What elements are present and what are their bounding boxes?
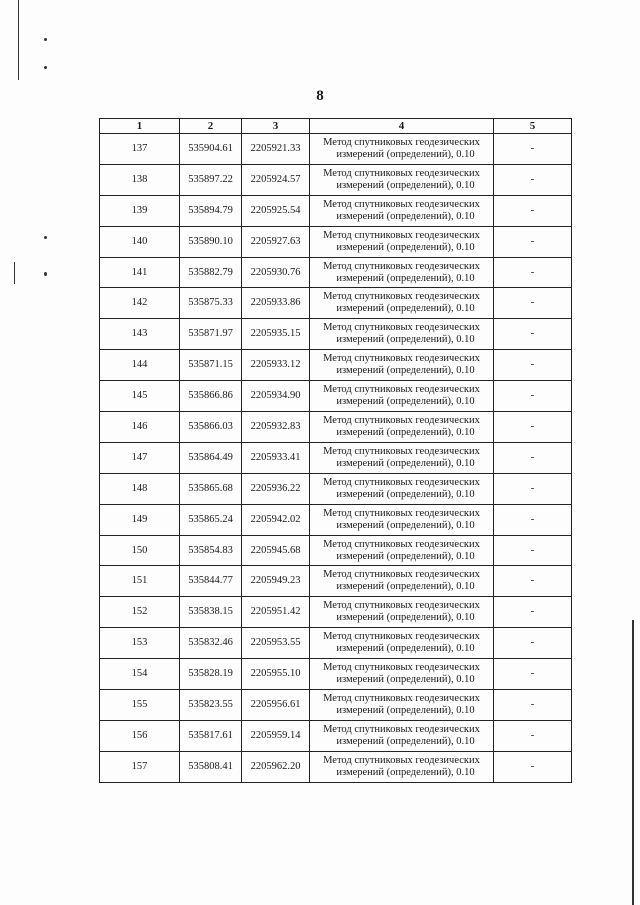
- method-line-2: измерений (определений), 0.10: [336, 334, 475, 346]
- table-row: [100, 288, 572, 319]
- method-line-2: измерений (определений), 0.10: [336, 766, 475, 778]
- scan-edge-line-right: [632, 620, 634, 905]
- method-line-2: измерений (определений), 0.10: [336, 735, 475, 747]
- method-line-1: Метод спутниковых геодезических: [323, 507, 480, 519]
- method-cell: [310, 164, 494, 195]
- y-coordinate-cell: 2205935.15: [242, 319, 310, 350]
- y-coordinate-cell: 2205956.61: [242, 690, 310, 721]
- method-cell: [310, 659, 494, 690]
- column-5-cell: -: [494, 195, 572, 226]
- method-line-1: Метод спутниковых геодезических: [323, 229, 480, 241]
- header-cell: 5: [494, 119, 572, 134]
- table-row: [100, 442, 572, 473]
- table-row: [100, 195, 572, 226]
- column-5-cell: -: [494, 690, 572, 721]
- table-row: [100, 659, 572, 690]
- table-row: [100, 690, 572, 721]
- point-number-cell: 157: [100, 751, 180, 782]
- y-coordinate-cell: 2205933.12: [242, 350, 310, 381]
- method-line-1: Метод спутниковых геодезических: [323, 754, 480, 766]
- x-coordinate-cell: 535844.77: [180, 566, 242, 597]
- method-line-2: измерений (определений), 0.10: [336, 612, 475, 624]
- y-coordinate-cell: 2205949.23: [242, 566, 310, 597]
- x-coordinate-cell: 535865.68: [180, 473, 242, 504]
- column-5-cell: -: [494, 597, 572, 628]
- x-coordinate-cell: 535904.61: [180, 134, 242, 165]
- x-coordinate-cell: 535865.24: [180, 504, 242, 535]
- table-row: [100, 350, 572, 381]
- point-number-cell: 144: [100, 350, 180, 381]
- x-coordinate-cell: 535871.15: [180, 350, 242, 381]
- column-5-cell: -: [494, 134, 572, 165]
- method-line-2: измерений (определений), 0.10: [336, 303, 475, 315]
- y-coordinate-cell: 2205962.20: [242, 751, 310, 782]
- header-cell: 4: [310, 119, 494, 134]
- method-cell: [310, 628, 494, 659]
- table-row: [100, 597, 572, 628]
- column-5-cell: -: [494, 381, 572, 412]
- method-line-2: измерений (определений), 0.10: [336, 179, 475, 191]
- method-line-2: измерений (определений), 0.10: [336, 272, 475, 284]
- method-line-1: Метод спутниковых геодезических: [323, 476, 480, 488]
- method-cell: [310, 195, 494, 226]
- point-number-cell: 153: [100, 628, 180, 659]
- y-coordinate-cell: 2205934.90: [242, 381, 310, 412]
- y-coordinate-cell: 2205959.14: [242, 720, 310, 751]
- column-5-cell: -: [494, 164, 572, 195]
- method-line-1: Метод спутниковых геодезических: [323, 662, 480, 674]
- x-coordinate-cell: 535871.97: [180, 319, 242, 350]
- x-coordinate-cell: 535875.33: [180, 288, 242, 319]
- y-coordinate-cell: 2205945.68: [242, 535, 310, 566]
- table-row: [100, 257, 572, 288]
- x-coordinate-cell: 535866.86: [180, 381, 242, 412]
- method-line-2: измерений (определений), 0.10: [336, 704, 475, 716]
- column-5-cell: -: [494, 659, 572, 690]
- table-header-row: [100, 119, 572, 134]
- method-line-1: Метод спутниковых геодезических: [323, 291, 480, 303]
- method-line-1: Метод спутниковых геодезических: [323, 136, 480, 148]
- method-line-2: измерений (определений), 0.10: [336, 457, 475, 469]
- method-line-2: измерений (определений), 0.10: [336, 519, 475, 531]
- method-cell: [310, 319, 494, 350]
- method-line-2: измерений (определений), 0.10: [336, 550, 475, 562]
- method-line-2: измерений (определений), 0.10: [336, 488, 475, 500]
- method-line-1: Метод спутниковых геодезических: [323, 723, 480, 735]
- method-line-1: Метод спутниковых геодезических: [323, 445, 480, 457]
- scan-dot: [44, 38, 47, 41]
- method-line-1: Метод спутниковых геодезических: [323, 384, 480, 396]
- column-5-cell: -: [494, 504, 572, 535]
- header-cell: 1: [100, 119, 180, 134]
- column-5-cell: -: [494, 350, 572, 381]
- method-cell: [310, 751, 494, 782]
- method-line-2: измерений (определений), 0.10: [336, 643, 475, 655]
- column-5-cell: -: [494, 751, 572, 782]
- point-number-cell: 156: [100, 720, 180, 751]
- table-row: [100, 720, 572, 751]
- x-coordinate-cell: 535864.49: [180, 442, 242, 473]
- x-coordinate-cell: 535808.41: [180, 751, 242, 782]
- method-cell: [310, 381, 494, 412]
- x-coordinate-cell: 535890.10: [180, 226, 242, 257]
- y-coordinate-cell: 2205955.10: [242, 659, 310, 690]
- y-coordinate-cell: 2205936.22: [242, 473, 310, 504]
- scan-edge-line-left: [14, 262, 15, 284]
- x-coordinate-cell: 535832.46: [180, 628, 242, 659]
- point-number-cell: 146: [100, 412, 180, 443]
- method-cell: [310, 473, 494, 504]
- point-number-cell: 140: [100, 226, 180, 257]
- table-row: [100, 319, 572, 350]
- point-number-cell: 152: [100, 597, 180, 628]
- x-coordinate-cell: 535817.61: [180, 720, 242, 751]
- point-number-cell: 150: [100, 535, 180, 566]
- point-number-cell: 141: [100, 257, 180, 288]
- method-cell: [310, 442, 494, 473]
- table-row: [100, 535, 572, 566]
- column-5-cell: -: [494, 257, 572, 288]
- y-coordinate-cell: 2205927.63: [242, 226, 310, 257]
- method-cell: [310, 134, 494, 165]
- table-row: [100, 226, 572, 257]
- method-cell: [310, 597, 494, 628]
- y-coordinate-cell: 2205933.41: [242, 442, 310, 473]
- point-number-cell: 155: [100, 690, 180, 721]
- column-5-cell: -: [494, 319, 572, 350]
- y-coordinate-cell: 2205932.83: [242, 412, 310, 443]
- x-coordinate-cell: 535823.55: [180, 690, 242, 721]
- x-coordinate-cell: 535866.03: [180, 412, 242, 443]
- table-row: [100, 412, 572, 443]
- y-coordinate-cell: 2205924.57: [242, 164, 310, 195]
- point-number-cell: 149: [100, 504, 180, 535]
- header-cell: 3: [242, 119, 310, 134]
- coordinates-table: [99, 118, 572, 783]
- method-line-1: Метод спутниковых геодезических: [323, 631, 480, 643]
- method-cell: [310, 720, 494, 751]
- header-cell: 2: [180, 119, 242, 134]
- method-cell: [310, 535, 494, 566]
- table-row: [100, 504, 572, 535]
- point-number-cell: 138: [100, 164, 180, 195]
- method-line-1: Метод спутниковых геодезических: [323, 198, 480, 210]
- point-number-cell: 143: [100, 319, 180, 350]
- table-row: [100, 134, 572, 165]
- table-row: [100, 473, 572, 504]
- method-line-2: измерений (определений), 0.10: [336, 210, 475, 222]
- method-cell: [310, 412, 494, 443]
- table-row: [100, 164, 572, 195]
- table-row: [100, 566, 572, 597]
- method-cell: [310, 288, 494, 319]
- method-line-2: измерений (определений), 0.10: [336, 148, 475, 160]
- point-number-cell: 139: [100, 195, 180, 226]
- scan-edge-line-left: [18, 0, 19, 80]
- method-line-2: измерений (определений), 0.10: [336, 581, 475, 593]
- x-coordinate-cell: 535854.83: [180, 535, 242, 566]
- point-number-cell: 145: [100, 381, 180, 412]
- table-row: [100, 628, 572, 659]
- method-cell: [310, 350, 494, 381]
- x-coordinate-cell: 535894.79: [180, 195, 242, 226]
- x-coordinate-cell: 535838.15: [180, 597, 242, 628]
- point-number-cell: 147: [100, 442, 180, 473]
- y-coordinate-cell: 2205942.02: [242, 504, 310, 535]
- column-5-cell: -: [494, 442, 572, 473]
- method-line-1: Метод спутниковых геодезических: [323, 167, 480, 179]
- column-5-cell: -: [494, 226, 572, 257]
- column-5-cell: -: [494, 628, 572, 659]
- method-cell: [310, 504, 494, 535]
- x-coordinate-cell: 535882.79: [180, 257, 242, 288]
- point-number-cell: 151: [100, 566, 180, 597]
- table-row: [100, 751, 572, 782]
- method-cell: [310, 257, 494, 288]
- scan-dot: [44, 272, 47, 276]
- point-number-cell: 148: [100, 473, 180, 504]
- x-coordinate-cell: 535828.19: [180, 659, 242, 690]
- method-cell: [310, 690, 494, 721]
- scan-dot: [44, 66, 47, 69]
- y-coordinate-cell: 2205933.86: [242, 288, 310, 319]
- method-line-2: измерений (определений), 0.10: [336, 426, 475, 438]
- column-5-cell: -: [494, 566, 572, 597]
- scan-dot: [44, 236, 47, 239]
- method-line-2: измерений (определений), 0.10: [336, 241, 475, 253]
- method-line-2: измерений (определений), 0.10: [336, 674, 475, 686]
- column-5-cell: -: [494, 473, 572, 504]
- point-number-cell: 142: [100, 288, 180, 319]
- method-cell: [310, 226, 494, 257]
- method-line-1: Метод спутниковых геодезических: [323, 692, 480, 704]
- method-line-2: измерений (определений), 0.10: [336, 365, 475, 377]
- column-5-cell: -: [494, 720, 572, 751]
- column-5-cell: -: [494, 535, 572, 566]
- method-line-1: Метод спутниковых геодезических: [323, 600, 480, 612]
- method-line-1: Метод спутниковых геодезических: [323, 353, 480, 365]
- method-line-1: Метод спутниковых геодезических: [323, 414, 480, 426]
- method-line-2: измерений (определений), 0.10: [336, 396, 475, 408]
- table-row: [100, 381, 572, 412]
- method-line-1: Метод спутниковых геодезических: [323, 260, 480, 272]
- y-coordinate-cell: 2205921.33: [242, 134, 310, 165]
- method-cell: [310, 566, 494, 597]
- y-coordinate-cell: 2205930.76: [242, 257, 310, 288]
- point-number-cell: 137: [100, 134, 180, 165]
- method-line-1: Метод спутниковых геодезических: [323, 538, 480, 550]
- column-5-cell: -: [494, 288, 572, 319]
- y-coordinate-cell: 2205925.54: [242, 195, 310, 226]
- method-line-1: Метод спутниковых геодезических: [323, 322, 480, 334]
- method-line-1: Метод спутниковых геодезических: [323, 569, 480, 581]
- x-coordinate-cell: 535897.22: [180, 164, 242, 195]
- page-number: 8: [316, 88, 324, 104]
- y-coordinate-cell: 2205953.55: [242, 628, 310, 659]
- y-coordinate-cell: 2205951.42: [242, 597, 310, 628]
- point-number-cell: 154: [100, 659, 180, 690]
- column-5-cell: -: [494, 412, 572, 443]
